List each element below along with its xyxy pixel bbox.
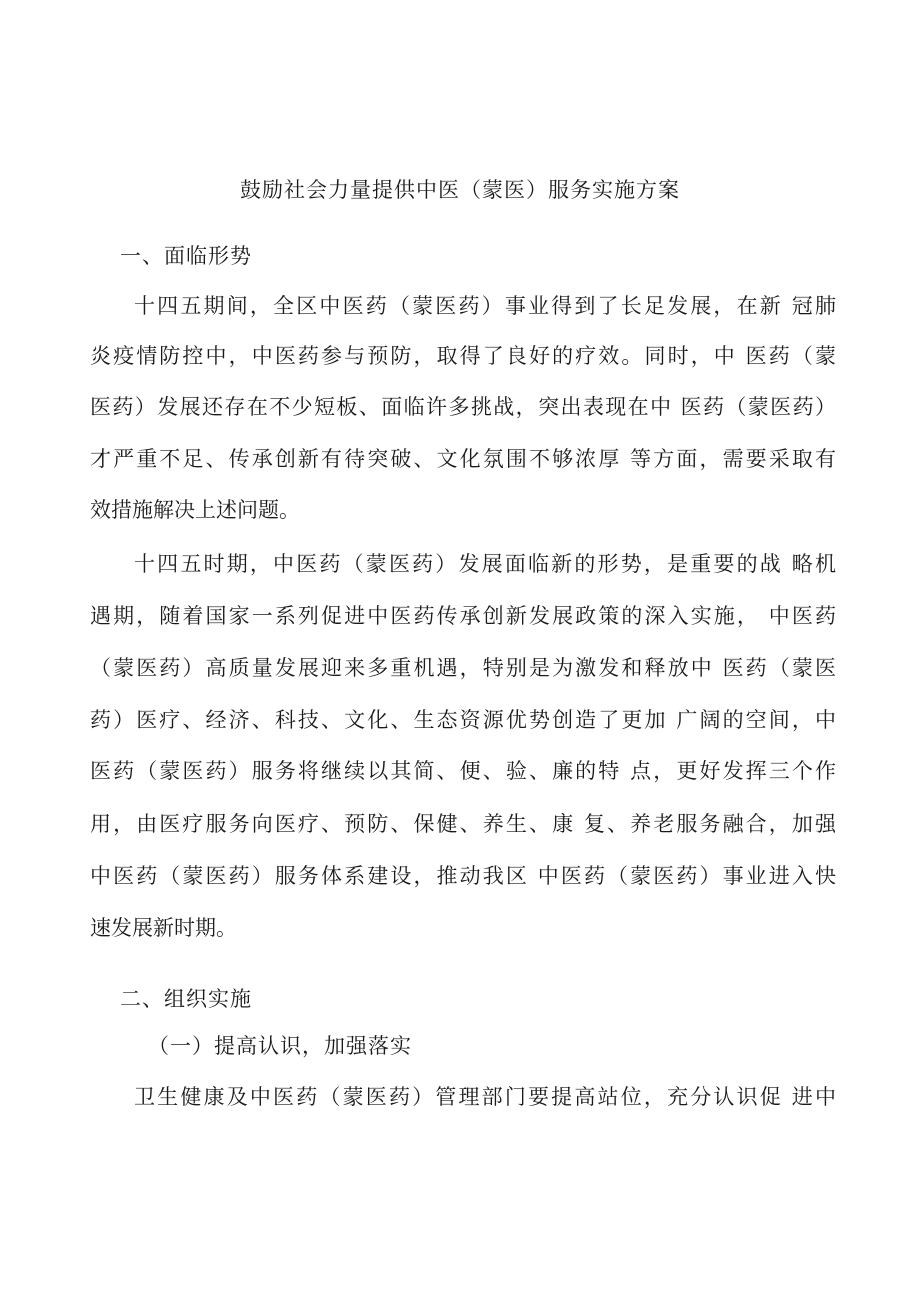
paragraph-line: 遇期，随着国家一系列促进中医药传承创新发展政策的深入实施， 中医药 <box>90 604 836 628</box>
paragraph-line: 药）医疗、经济、科技、文化、生态资源优势创造了更加 广阔的空间，中 <box>90 708 836 732</box>
paragraph-line: 速发展新时期。 <box>90 916 237 940</box>
section-heading-2: 二、组织实施 <box>120 987 252 1011</box>
paragraph-line: 卫生健康及中医药（蒙医药）管理部门要提高站位，充分认识促 进中 <box>134 1085 836 1109</box>
paragraph-line: 十四五期间，全区中医药（蒙医药）事业得到了长足发展，在新 冠肺 <box>134 294 836 318</box>
paragraph-line: 用，由医疗服务向医疗、预防、保健、养生、康 复、养老服务融合，加强 <box>90 812 836 836</box>
paragraph-line: （蒙医药）高质量发展迎来多重机遇，特别是为激发和释放中 医药（蒙医 <box>90 656 836 680</box>
section-heading-1: 一、面临形势 <box>120 244 252 268</box>
paragraph-line: 才严重不足、传承创新有待突破、文化氛围不够浓厚 等方面，需要采取有 <box>90 447 836 471</box>
paragraph-line: 十四五时期，中医药（蒙医药）发展面临新的形势，是重要的战 略机 <box>134 552 836 576</box>
paragraph-line: 效措施解决上述问题。 <box>90 498 300 522</box>
document-title: 鼓励社会力量提供中医（蒙医）服务实施方案 <box>240 178 680 202</box>
subsection-heading: （一）提高认识，加强落实 <box>148 1034 412 1058</box>
paragraph-line: 医药（蒙医药）服务将继续以其简、便、验、廉的特 点，更好发挥三个作 <box>90 759 836 783</box>
paragraph-line: 炎疫情防控中，中医药参与预防，取得了良好的疗效。同时，中 医药（蒙 <box>90 344 836 368</box>
paragraph-line: 中医药（蒙医药）服务体系建设，推动我区 中医药（蒙医药）事业进入快 <box>90 864 836 888</box>
paragraph-line: 医药）发展还存在不少短板、面临许多挑战，突出表现在中 医药（蒙医药） <box>90 395 836 419</box>
